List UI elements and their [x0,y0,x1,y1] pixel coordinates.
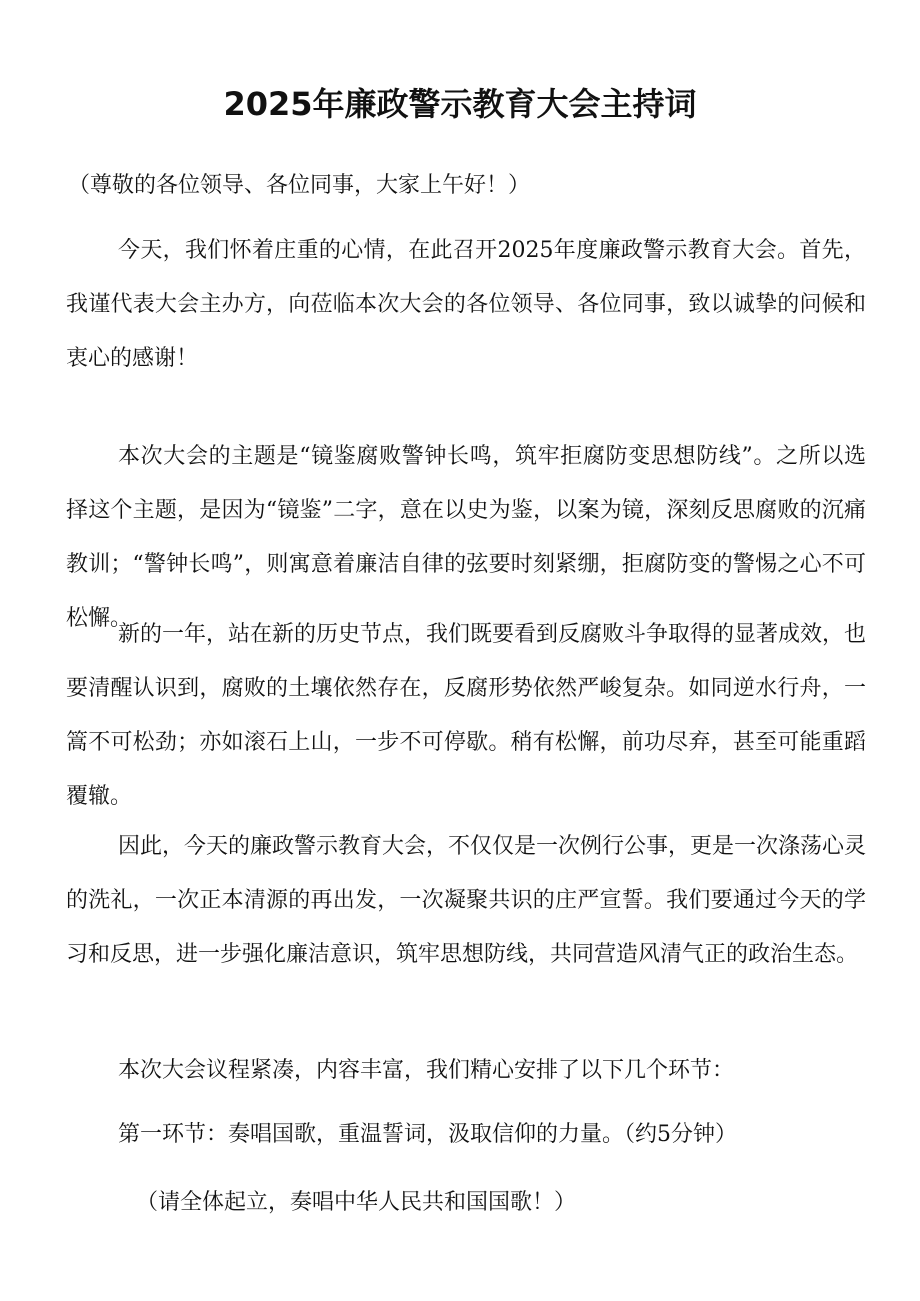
paragraph-opening: 今天，我们怀着庄重的心情，在此召开2025年度廉政警示教育大会。首先，我谨代表大会主办方，向莅临本次大会的各位领导、各位同事，致以诚挚的问候和衷心的感谢！ [66,238,866,371]
greeting-line: （尊敬的各位领导、各位同事，大家上午好！） [68,173,531,198]
paragraph-significance: 因此，今天的廉政警示教育大会，不仅仅是一次例行公事，更是一次涤荡心灵的洗礼，一次正本清源的再出发，一次凝聚共识的庄严宣誓。我们要通过今天的学习和反思，进一步强化廉洁意识，筑牢思想防线，共同营造风清气正的政治生态。 [66,834,867,967]
agenda-intro: 本次大会议程紧凑，内容丰富，我们精心安排了以下几个环节： [118,1058,735,1083]
agenda-segment-1: 第一环节：奏唱国歌，重温誓词，汲取信仰的力量。（约5分钟） [118,1122,737,1147]
paragraph-new-year: 新的一年，站在新的历史节点，我们既要看到反腐败斗争取得的显著成效，也要清醒认识到，腐败的土壤依然存在，反腐形势依然严峻复杂。如同逆水行舟，一篙不可松劲；亦如滚石上山，一步不可停歇。稍有松懈，前功尽弃，甚至可能重蹈覆辙。 [66,622,867,809]
document-title: 2025年廉政警示教育大会主持词 [223,85,697,123]
paragraph-theme: 本次大会的主题是“镜鉴腐败警钟长鸣，筑牢拒腐防变思想防线”。之所以选择这个主题，是因为“镜鉴”二字，意在以史为鉴，以案为镜，深刻反思腐败的沉痛教训；“警钟长鸣”，则寓意着廉洁自律的弦要时刻紧绷，拒腐防变的警惕之心不可松懈。 [66,444,866,631]
segment-1-note: （请全体起立，奏唱中华人民共和国国歌！） [136,1190,577,1215]
